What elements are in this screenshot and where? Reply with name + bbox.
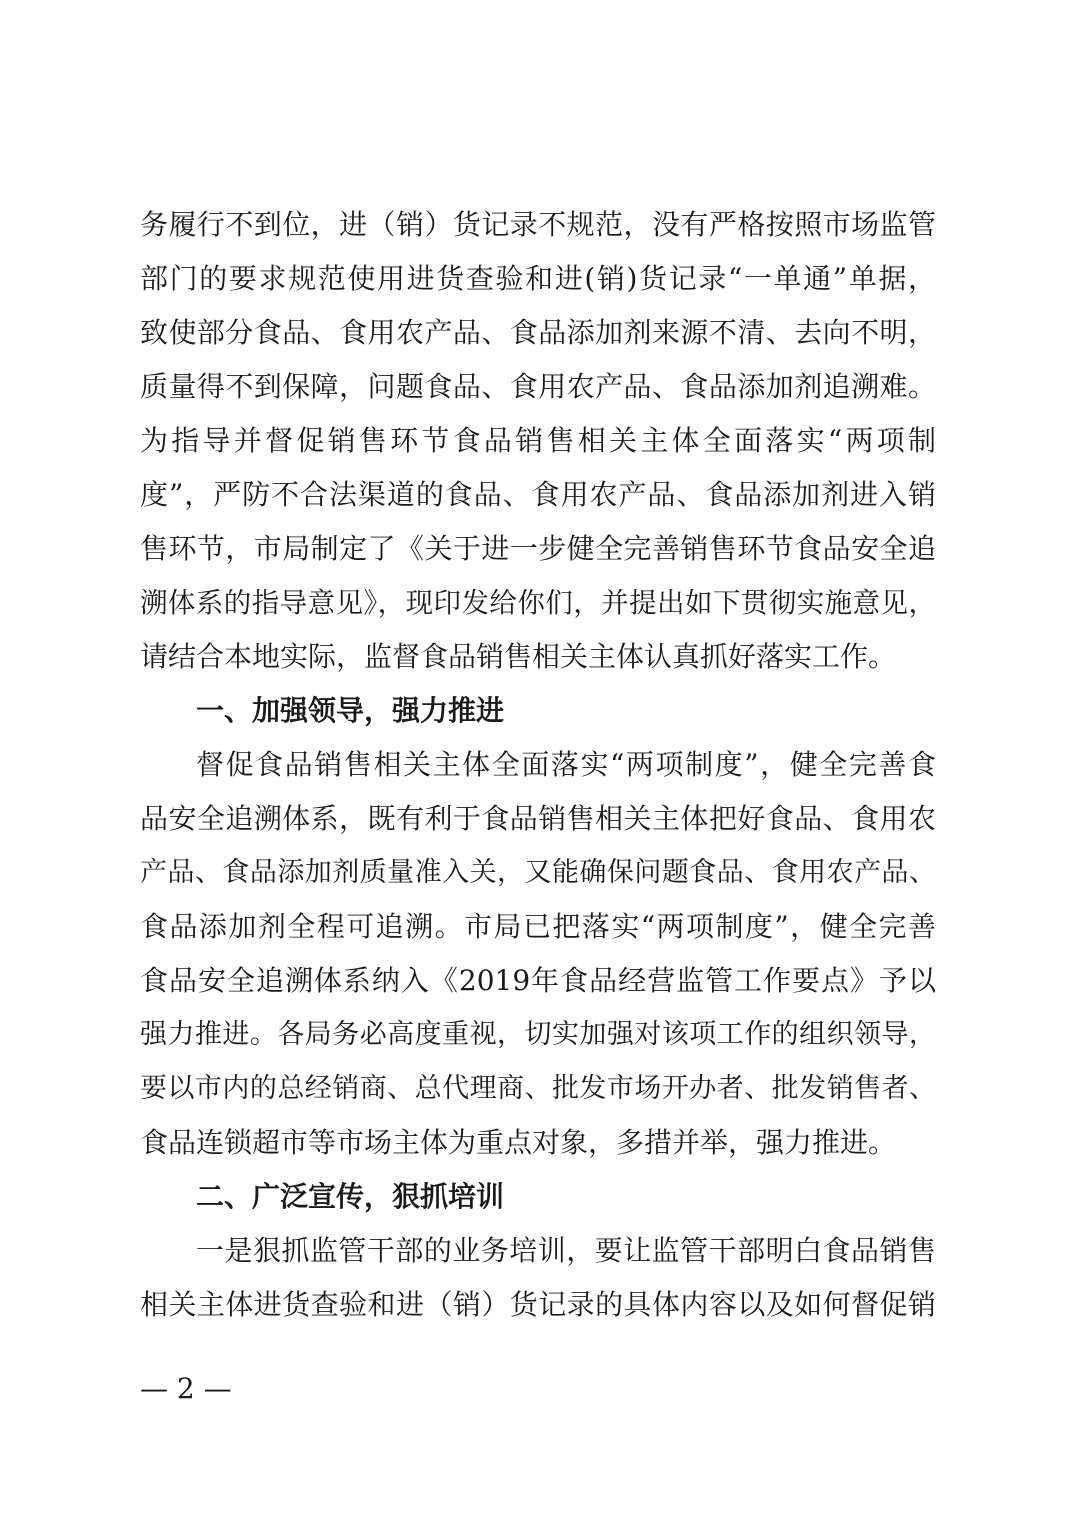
section-1-line-5: 食品安全追溯体系纳入《2019年食品经营监管工作要点》予以 <box>140 964 936 997</box>
intro-line-6: 度”，严防不合法渠道的食品、食用农产品、食品添加剂进入销 <box>140 478 936 511</box>
section-1-line-4: 食品添加剂全程可追溯。市局已把落实“两项制度”，健全完善 <box>140 910 936 943</box>
intro-line-3: 致使部分食品、食用农产品、食品添加剂来源不清、去向不明， <box>140 316 936 349</box>
page-number: — 2 — <box>140 1372 232 1405</box>
section-heading-1: 一、加强领导，强力推进 <box>196 694 505 727</box>
section-2-line-1: 一是狠抓监管干部的业务培训，要让监管干部明白食品销售 <box>196 1234 936 1267</box>
section-1-line-3: 产品、食品添加剂质量准入关，又能确保问题食品、食用农产品、 <box>140 857 936 888</box>
intro-line-1: 务履行不到位，进（销）货记录不规范，没有严格按照市场监管 <box>140 208 936 241</box>
section-2-line-2: 相关主体进货查验和进（销）货记录的具体内容以及如何督促销 <box>140 1288 936 1321</box>
intro-line-4: 质量得不到保障，问题食品、食用农产品、食品添加剂追溯难。 <box>140 370 936 403</box>
intro-line-8: 溯体系的指导意见》，现印发给你们，并提出如下贯彻实施意见， <box>140 587 936 619</box>
section-1-line-1: 督促食品销售相关主体全面落实“两项制度”，健全完善食 <box>196 748 936 781</box>
section-1-line-8: 食品连锁超市等市场主体为重点对象，多措并举，强力推进。 <box>140 1126 897 1159</box>
section-heading-2: 二、广泛宣传，狠抓培训 <box>196 1180 505 1213</box>
intro-line-9: 请结合本地实际，监督食品销售相关主体认真抓好落实工作。 <box>140 640 897 673</box>
intro-line-5: 为指导并督促销售环节食品销售相关主体全面落实“两项制 <box>140 424 936 457</box>
section-1-line-6: 强力推进。各局务必高度重视，切实加强对该项工作的组织领导， <box>140 1019 936 1050</box>
section-1-line-2: 品安全追溯体系，既有利于食品销售相关主体把好食品、食用农 <box>140 802 936 835</box>
section-1-line-7: 要以市内的总经销商、总代理商、批发市场开办者、批发销售者、 <box>140 1073 936 1104</box>
intro-line-2: 部门的要求规范使用进货查验和进(销)货记录“一单通”单据， <box>140 262 936 295</box>
intro-line-7: 售环节，市局制定了《关于进一步健全完善销售环节食品安全追 <box>140 532 936 565</box>
